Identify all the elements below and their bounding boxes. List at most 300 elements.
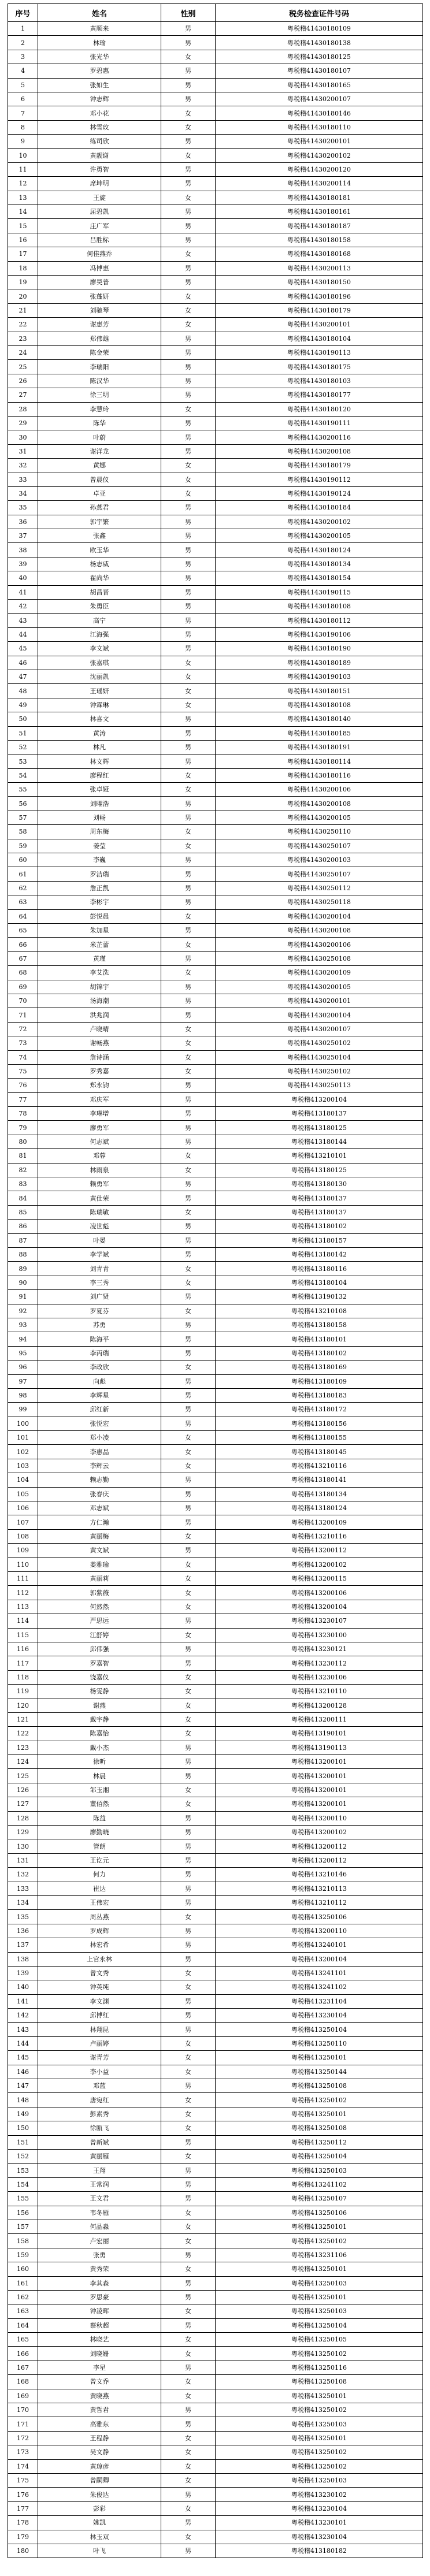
row-name: 戴宇静 — [38, 1712, 161, 1726]
row-index: 109 — [8, 1544, 38, 1558]
row-certificate-number: 粤税稽41430200116 — [216, 430, 423, 444]
row-index: 74 — [8, 1050, 38, 1064]
row-index: 8 — [8, 120, 38, 134]
row-certificate-number: 粤税稽41430200103 — [216, 853, 423, 867]
row-gender: 男 — [161, 1332, 216, 1346]
row-name: 韦冬雁 — [38, 2206, 161, 2220]
row-gender: 女 — [161, 684, 216, 698]
row-certificate-number: 粤税稽413250101 — [216, 2220, 423, 2233]
table-row — [8, 839, 423, 853]
table-row — [8, 2389, 423, 2403]
row-gender: 男 — [161, 811, 216, 824]
row-name: 罗成辉 — [38, 1924, 161, 1938]
row-name: 陈汉华 — [38, 374, 161, 388]
table-row — [8, 1571, 423, 1585]
row-certificate-number: 粤税稽41430180151 — [216, 684, 423, 698]
table-row — [8, 1994, 423, 2008]
row-certificate-number: 粤税稽41430180191 — [216, 740, 423, 754]
row-certificate-number: 粤税稽413210116 — [216, 1529, 423, 1543]
row-index: 93 — [8, 1318, 38, 1332]
table-row — [8, 430, 423, 444]
row-gender: 男 — [161, 2417, 216, 2431]
row-gender: 女 — [161, 303, 216, 317]
row-certificate-number: 粤税稽413180124 — [216, 1501, 423, 1515]
table-row — [8, 754, 423, 768]
row-certificate-number: 粤税稽413250104 — [216, 2023, 423, 2036]
row-index: 178 — [8, 2516, 38, 2530]
row-gender: 男 — [161, 1290, 216, 1304]
row-name: 陈嘉怡 — [38, 1727, 161, 1741]
row-certificate-number: 粤税稽41430200109 — [216, 966, 423, 980]
row-name: 卢宏丽 — [38, 2234, 161, 2248]
row-gender: 女 — [161, 120, 216, 134]
table-row — [8, 78, 423, 92]
table-row — [8, 895, 423, 909]
row-gender: 男 — [161, 1220, 216, 1233]
row-index: 91 — [8, 1290, 38, 1304]
row-name: 冯博惠 — [38, 261, 161, 275]
row-index: 174 — [8, 2459, 38, 2473]
table-row — [8, 2473, 423, 2487]
row-name: 徐瓯飞 — [38, 2121, 161, 2135]
row-index: 44 — [8, 627, 38, 641]
row-certificate-number: 粤税稽41430250102 — [216, 1064, 423, 1078]
row-gender: 男 — [161, 1656, 216, 1670]
table-row — [8, 2051, 423, 2065]
row-certificate-number: 粤税稽413200112 — [216, 1853, 423, 1867]
row-gender: 女 — [161, 1685, 216, 1698]
row-name: 王瑶妍 — [38, 684, 161, 698]
row-certificate-number: 粤税稽413230104 — [216, 2501, 423, 2515]
row-gender: 男 — [161, 36, 216, 50]
table-row — [8, 600, 423, 614]
table-row — [8, 2530, 423, 2544]
row-index: 137 — [8, 1938, 38, 1952]
table-row — [8, 2079, 423, 2093]
row-certificate-number: 粤税稽413200110 — [216, 1924, 423, 1938]
row-certificate-number: 粤税稽413180137 — [216, 1191, 423, 1205]
table-row — [8, 980, 423, 994]
row-certificate-number: 粤税稽413230102 — [216, 2488, 423, 2501]
row-gender: 女 — [161, 1064, 216, 1078]
row-certificate-number: 粤税稽413210110 — [216, 1685, 423, 1698]
row-gender: 男 — [161, 951, 216, 965]
row-index: 26 — [8, 374, 38, 388]
table-row — [8, 191, 423, 205]
row-gender: 男 — [161, 1755, 216, 1769]
row-certificate-number: 粤税稽413180144 — [216, 1135, 423, 1148]
table-row — [8, 1332, 423, 1346]
row-gender: 男 — [161, 1544, 216, 1558]
row-index: 153 — [8, 2164, 38, 2177]
row-name: 林雪玫 — [38, 120, 161, 134]
row-certificate-number: 粤税稽41430180179 — [216, 303, 423, 317]
row-certificate-number: 粤税稽413200104 — [216, 1952, 423, 1966]
row-name: 李丙瑞 — [38, 1346, 161, 1360]
row-name: 王常润 — [38, 2177, 161, 2191]
row-name: 杨雯静 — [38, 1685, 161, 1698]
row-name: 何佳燕乔 — [38, 247, 161, 261]
row-name: 谢畅燕 — [38, 1036, 161, 1050]
row-index: 114 — [8, 1614, 38, 1628]
row-certificate-number: 粤税稽413230100 — [216, 1628, 423, 1642]
row-gender: 男 — [161, 1868, 216, 1882]
row-certificate-number: 粤税稽41430180158 — [216, 233, 423, 247]
row-certificate-number: 粤税稽413250104 — [216, 2318, 423, 2332]
table-row — [8, 951, 423, 965]
table-row — [8, 276, 423, 289]
row-index: 42 — [8, 600, 38, 614]
row-index: 62 — [8, 881, 38, 895]
row-gender: 女 — [161, 1783, 216, 1797]
row-index: 159 — [8, 2248, 38, 2262]
table-row — [8, 2262, 423, 2276]
row-certificate-number: 粤税稽413250103 — [216, 2304, 423, 2318]
row-index: 136 — [8, 1924, 38, 1938]
table-row — [8, 289, 423, 303]
table-row — [8, 1529, 423, 1543]
row-name: 张勇 — [38, 2248, 161, 2262]
table-row — [8, 1079, 423, 1092]
row-name: 邓蓉 — [38, 1149, 161, 1163]
table-row — [8, 92, 423, 106]
row-gender: 女 — [161, 2093, 216, 2107]
row-name: 詹正凯 — [38, 881, 161, 895]
row-index: 118 — [8, 1670, 38, 1684]
row-certificate-number: 粤税稽41430200108 — [216, 924, 423, 938]
row-certificate-number: 粤税稽41430200108 — [216, 797, 423, 811]
row-certificate-number: 粤税稽413200101 — [216, 1797, 423, 1811]
row-name: 林雨泉 — [38, 1163, 161, 1177]
table-row — [8, 670, 423, 683]
row-gender: 女 — [161, 909, 216, 923]
table-row — [8, 1064, 423, 1078]
row-certificate-number: 粤税稽41430180181 — [216, 191, 423, 205]
row-gender: 女 — [161, 2501, 216, 2515]
row-gender: 女 — [161, 1966, 216, 1980]
row-name: 黄琼彦 — [38, 2459, 161, 2473]
row-gender: 女 — [161, 2530, 216, 2544]
row-name: 崔达 — [38, 1882, 161, 1895]
table-row — [8, 1656, 423, 1670]
row-index: 155 — [8, 2192, 38, 2206]
row-name: 翟尚华 — [38, 571, 161, 585]
table-row — [8, 909, 423, 923]
row-index: 127 — [8, 1797, 38, 1811]
row-index: 119 — [8, 1685, 38, 1698]
row-name: 曾晨仪 — [38, 473, 161, 486]
table-row — [8, 303, 423, 317]
row-index: 31 — [8, 444, 38, 458]
table-row — [8, 2445, 423, 2459]
row-certificate-number: 粤税稽41430200102 — [216, 515, 423, 529]
table-row — [8, 1191, 423, 1205]
row-index: 94 — [8, 1332, 38, 1346]
row-certificate-number: 粤税稽413250116 — [216, 2361, 423, 2374]
row-index: 68 — [8, 966, 38, 980]
row-gender: 男 — [161, 1233, 216, 1247]
row-name: 江海强 — [38, 627, 161, 641]
row-name: 刘晓姗 — [38, 2347, 161, 2361]
row-gender: 女 — [161, 1571, 216, 1585]
row-certificate-number: 粤税稽41430200107 — [216, 1022, 423, 1036]
row-gender: 女 — [161, 486, 216, 500]
row-certificate-number: 粤税稽41430200104 — [216, 1008, 423, 1022]
row-gender: 男 — [161, 557, 216, 571]
row-index: 36 — [8, 515, 38, 529]
row-certificate-number: 粤税稽413250103 — [216, 2473, 423, 2487]
row-gender: 女 — [161, 1586, 216, 1600]
row-certificate-number: 粤税稽413250108 — [216, 2121, 423, 2135]
row-name: 王程静 — [38, 2431, 161, 2445]
row-name: 杨志威 — [38, 557, 161, 571]
row-certificate-number: 粤税稽413190101 — [216, 1727, 423, 1741]
row-gender: 女 — [161, 670, 216, 683]
table-row — [8, 1670, 423, 1684]
table-row — [8, 1473, 423, 1487]
row-gender: 女 — [161, 289, 216, 303]
row-name: 廖勤晓 — [38, 1826, 161, 1839]
row-certificate-number: 粤税稽413200104 — [216, 1092, 423, 1106]
row-index: 142 — [8, 2009, 38, 2023]
row-gender: 男 — [161, 2079, 216, 2093]
row-name: 赖勇军 — [38, 1177, 161, 1191]
table-row — [8, 205, 423, 219]
row-certificate-number: 粤税稽413190132 — [216, 1290, 423, 1304]
row-gender: 男 — [161, 980, 216, 994]
row-certificate-number: 粤税稽41430190115 — [216, 585, 423, 599]
row-index: 23 — [8, 332, 38, 345]
row-certificate-number: 粤税稽413180141 — [216, 1473, 423, 1487]
row-gender: 男 — [161, 2164, 216, 2177]
row-certificate-number: 粤税稽413250101 — [216, 2262, 423, 2276]
row-gender: 女 — [161, 839, 216, 853]
row-name: 吴文静 — [38, 2445, 161, 2459]
row-gender: 男 — [161, 388, 216, 402]
table-row — [8, 1318, 423, 1332]
row-gender: 男 — [161, 1092, 216, 1106]
row-gender: 女 — [161, 2206, 216, 2220]
row-gender: 男 — [161, 360, 216, 374]
row-gender: 男 — [161, 430, 216, 444]
row-index: 82 — [8, 1163, 38, 1177]
row-index: 48 — [8, 684, 38, 698]
row-index: 58 — [8, 825, 38, 839]
row-index: 59 — [8, 839, 38, 853]
row-gender: 女 — [161, 2065, 216, 2079]
row-certificate-number: 粤税稽413180169 — [216, 1361, 423, 1374]
row-index: 164 — [8, 2318, 38, 2332]
table-row — [8, 557, 423, 571]
row-name: 庄广军 — [38, 219, 161, 233]
row-name: 陈金荣 — [38, 345, 161, 359]
table-row — [8, 148, 423, 162]
row-gender: 男 — [161, 712, 216, 726]
row-index: 3 — [8, 50, 38, 64]
table-row — [8, 1374, 423, 1388]
row-name: 徐三明 — [38, 388, 161, 402]
row-gender: 女 — [161, 1276, 216, 1289]
row-name: 刘广贤 — [38, 1290, 161, 1304]
row-certificate-number: 粤税稽41430180179 — [216, 459, 423, 473]
row-certificate-number: 粤税稽413210112 — [216, 1895, 423, 1909]
row-index: 167 — [8, 2361, 38, 2374]
row-gender: 女 — [161, 2262, 216, 2276]
row-index: 45 — [8, 642, 38, 656]
row-index: 145 — [8, 2051, 38, 2065]
row-gender: 男 — [161, 1318, 216, 1332]
row-index: 27 — [8, 388, 38, 402]
table-row — [8, 2459, 423, 2473]
row-gender: 男 — [161, 2177, 216, 2191]
table-row — [8, 2290, 423, 2304]
table-row — [8, 2431, 423, 2445]
row-index: 134 — [8, 1895, 38, 1909]
row-index: 103 — [8, 1459, 38, 1473]
row-gender: 男 — [161, 614, 216, 627]
row-name: 卓亚 — [38, 486, 161, 500]
row-name: 罗秀嘉 — [38, 1064, 161, 1078]
row-name: 徐昕 — [38, 1755, 161, 1769]
row-gender: 男 — [161, 1403, 216, 1417]
table-row — [8, 1233, 423, 1247]
header-name: 姓名 — [38, 4, 161, 22]
table-row — [8, 726, 423, 740]
row-name: 高雅东 — [38, 2417, 161, 2431]
row-certificate-number: 粤税稽413180137 — [216, 1107, 423, 1121]
table-row — [8, 529, 423, 543]
row-name: 李辉星 — [38, 1388, 161, 1402]
table-row — [8, 1642, 423, 1656]
row-index: 67 — [8, 951, 38, 965]
row-index: 77 — [8, 1092, 38, 1106]
table-row — [8, 473, 423, 486]
row-certificate-number: 粤税稽41430190103 — [216, 670, 423, 683]
row-index: 16 — [8, 233, 38, 247]
row-certificate-number: 粤税稽41430200106 — [216, 938, 423, 951]
row-certificate-number: 粤税稽413200109 — [216, 1515, 423, 1529]
table-row — [8, 1741, 423, 1754]
row-index: 76 — [8, 1079, 38, 1092]
row-gender: 女 — [161, 698, 216, 712]
row-name: 林喜文 — [38, 712, 161, 726]
row-name: 黄丽莉 — [38, 1571, 161, 1585]
table-row — [8, 1417, 423, 1430]
row-certificate-number: 粤税稽41430190113 — [216, 345, 423, 359]
row-gender: 男 — [161, 1473, 216, 1487]
row-gender: 男 — [161, 1008, 216, 1022]
row-index: 12 — [8, 177, 38, 191]
row-name: 郑永钧 — [38, 1079, 161, 1092]
table-row — [8, 2375, 423, 2389]
table-row — [8, 1304, 423, 1318]
row-index: 66 — [8, 938, 38, 951]
table-row — [8, 50, 423, 64]
row-index: 152 — [8, 2149, 38, 2163]
row-index: 5 — [8, 78, 38, 92]
row-name: 黄文斌 — [38, 1544, 161, 1558]
table-row — [8, 1388, 423, 1402]
row-certificate-number: 粤税稽413200112 — [216, 1544, 423, 1558]
row-index: 1 — [8, 22, 38, 36]
row-index: 52 — [8, 740, 38, 754]
row-gender: 男 — [161, 2361, 216, 2374]
row-name: 管朗 — [38, 1839, 161, 1853]
table-row — [8, 811, 423, 824]
row-certificate-number: 粤税稽413210146 — [216, 1868, 423, 1882]
row-name: 欧玉华 — [38, 543, 161, 557]
row-gender: 女 — [161, 50, 216, 64]
row-name: 饶嘉仪 — [38, 1670, 161, 1684]
row-certificate-number: 粤税稽413180102 — [216, 1220, 423, 1233]
row-index: 135 — [8, 1910, 38, 1924]
row-index: 21 — [8, 303, 38, 317]
row-index: 113 — [8, 1600, 38, 1614]
row-name: 黄涛 — [38, 726, 161, 740]
row-name: 邱伟强 — [38, 1642, 161, 1656]
row-gender: 男 — [161, 2544, 216, 2558]
table-row — [8, 1431, 423, 1445]
table-row — [8, 1247, 423, 1261]
row-certificate-number: 粤税稽413180134 — [216, 1487, 423, 1501]
row-index: 169 — [8, 2389, 38, 2403]
row-name: 高宁 — [38, 614, 161, 627]
row-gender: 男 — [161, 994, 216, 1008]
row-name: 屈碧凯 — [38, 205, 161, 219]
row-name: 刘曜浩 — [38, 797, 161, 811]
row-name: 谢燕 — [38, 1698, 161, 1712]
row-gender: 男 — [161, 515, 216, 529]
row-certificate-number: 粤税稽413241101 — [216, 1966, 423, 1980]
row-index: 50 — [8, 712, 38, 726]
table-row — [8, 1487, 423, 1501]
row-index: 165 — [8, 2333, 38, 2347]
row-index: 64 — [8, 909, 38, 923]
row-gender: 女 — [161, 2107, 216, 2121]
row-name: 李小益 — [38, 2065, 161, 2079]
row-name: 严思远 — [38, 1614, 161, 1628]
row-name: 何志斌 — [38, 1135, 161, 1148]
table-row — [8, 2318, 423, 2332]
row-certificate-number: 粤税稽413230107 — [216, 1614, 423, 1628]
row-name: 刘驰琴 — [38, 303, 161, 317]
row-gender: 男 — [161, 1994, 216, 2008]
row-gender: 男 — [161, 1811, 216, 1825]
row-certificate-number: 粤税稽413180155 — [216, 1431, 423, 1445]
table-row — [8, 120, 423, 134]
row-gender: 男 — [161, 797, 216, 811]
row-certificate-number: 粤税稽41430200105 — [216, 811, 423, 824]
row-certificate-number: 粤税稽41430180196 — [216, 289, 423, 303]
row-gender: 男 — [161, 726, 216, 740]
row-gender: 男 — [161, 444, 216, 458]
row-gender: 男 — [161, 219, 216, 233]
row-name: 钟英纯 — [38, 1980, 161, 1994]
table-row — [8, 486, 423, 500]
row-gender: 女 — [161, 1529, 216, 1543]
row-name: 汤海潮 — [38, 994, 161, 1008]
row-name: 王翔 — [38, 2164, 161, 2177]
row-name: 邓庆军 — [38, 1092, 161, 1106]
row-gender: 女 — [161, 1205, 216, 1219]
row-gender: 男 — [161, 585, 216, 599]
row-name: 何晶淼 — [38, 2220, 161, 2233]
row-certificate-number: 粤税稽413250102 — [216, 2403, 423, 2417]
row-index: 125 — [8, 1769, 38, 1783]
table-row — [8, 1008, 423, 1022]
row-certificate-number: 粤税稽413250103 — [216, 2276, 423, 2290]
row-certificate-number: 粤税稽41430180177 — [216, 388, 423, 402]
